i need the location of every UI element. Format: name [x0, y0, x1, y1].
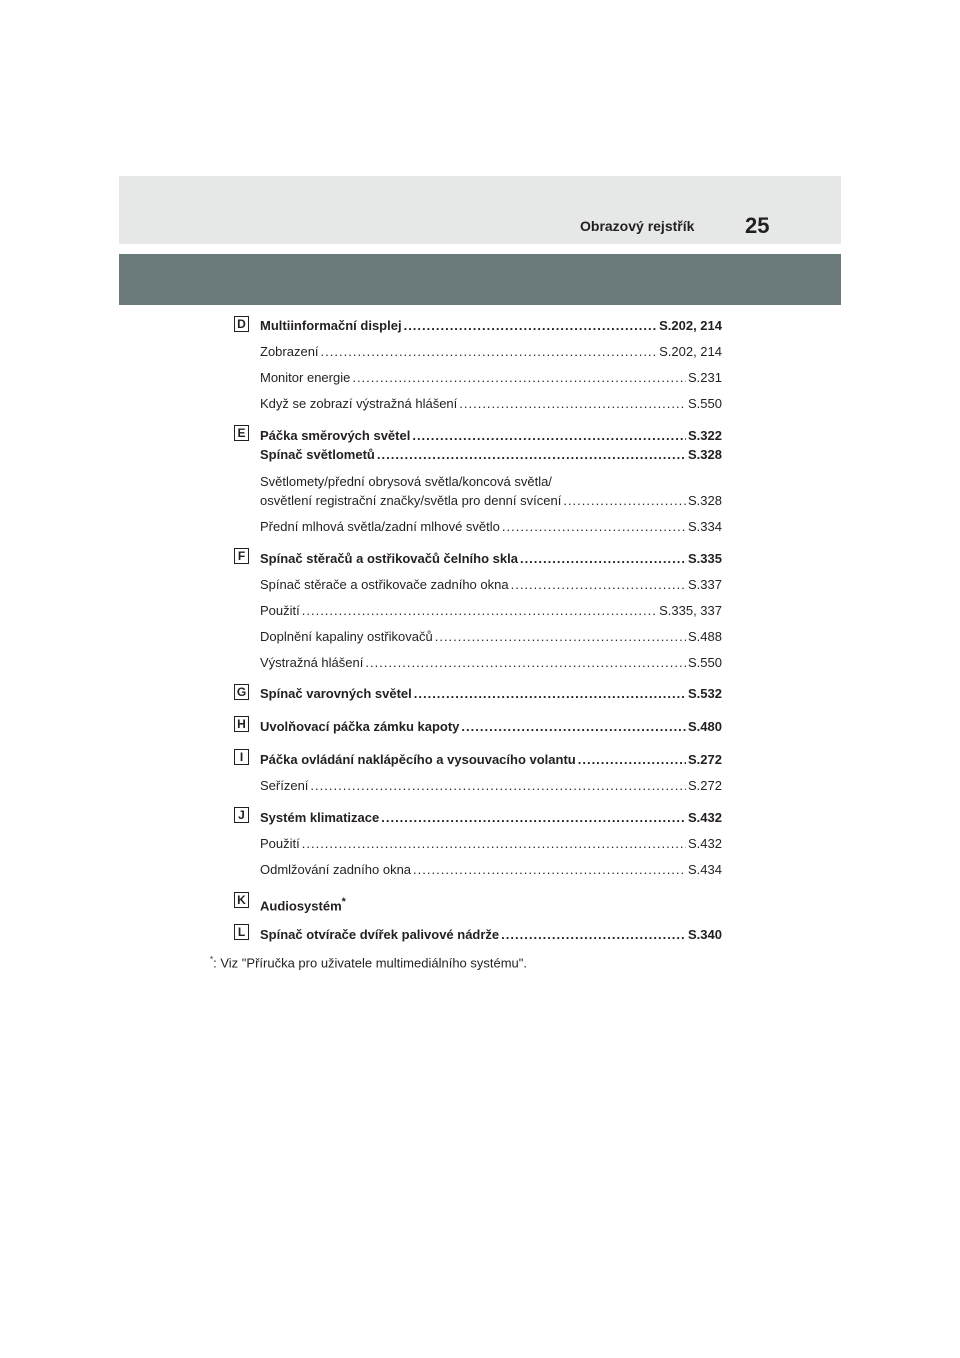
entry-label: Spínač varovných světel [260, 686, 412, 701]
entry-label: Monitor energie [260, 370, 351, 385]
index-letter-h: H [234, 716, 249, 732]
index-entry[interactable] [260, 752, 722, 768]
entry-label: Systém klimatizace [260, 810, 380, 825]
entry-label: osvětlení registrační značky/světla pro denní svícení [260, 493, 562, 508]
entry-page: S.328 [688, 493, 722, 508]
entry-label: Doplnění kapaliny ostřikovačů [260, 629, 433, 644]
index-entry[interactable] [260, 686, 722, 702]
index-entry[interactable] [260, 396, 722, 412]
entry-page: S.322 [688, 428, 722, 443]
entry-page: S.532 [688, 686, 722, 701]
entry-page: S.488 [688, 629, 722, 644]
entry-page: S.272 [688, 778, 722, 793]
entry-page: S.480 [688, 719, 722, 734]
index-entry[interactable] [260, 719, 722, 735]
entry-page: S.334 [688, 519, 722, 534]
entry-page: S.202, 214 [659, 318, 722, 333]
section-title: Obrazový rejstřík [580, 218, 695, 234]
index-entry[interactable] [260, 810, 722, 826]
footnote [210, 952, 527, 971]
entry-page: S.432 [688, 836, 722, 851]
footnote-text: : Viz "Příručka pro uživatele multimediálního systému". [213, 955, 528, 971]
index-entry[interactable] [260, 519, 722, 535]
index-entry[interactable] [260, 551, 722, 567]
entry-label: Použití [260, 603, 300, 618]
entry-label: Výstražná hlášení [260, 655, 364, 670]
entry-label: Páčka směrových světel [260, 428, 411, 443]
entry-label: Páčka ovládání naklápěcího a vysouvacího volantu [260, 752, 576, 767]
index-entry[interactable] [260, 577, 722, 593]
index-entry[interactable] [260, 493, 722, 509]
entry-page: S.272 [688, 752, 722, 767]
entry-label: Přední mlhová světla/zadní mlhové světlo [260, 519, 500, 534]
entry-page: S.335, 337 [659, 603, 722, 618]
index-entry[interactable] [260, 927, 722, 943]
index-letter-d: D [234, 316, 249, 332]
entry-label: Spínač stěračů a ostřikovačů čelního skla [260, 551, 518, 566]
entry-page: S.434 [688, 862, 722, 877]
entry-label: Když se zobrazí výstražná hlášení [260, 396, 458, 411]
index-entry[interactable] [260, 344, 722, 360]
index-letter-g: G [234, 684, 249, 700]
dark-band [119, 254, 841, 305]
index-entry[interactable] [260, 836, 722, 852]
entry-page: S.202, 214 [659, 344, 722, 359]
entry-page: S.328 [688, 447, 722, 462]
entry-label-line1: Světlomety/přední obrysová světla/koncová světla/ [260, 474, 552, 489]
index-letter-f: F [234, 548, 249, 564]
entry-label: Spínač otvírače dvířek palivové nádrže [260, 927, 500, 942]
footnote-marker: * [210, 955, 214, 964]
index-entry[interactable] [260, 447, 722, 463]
index-entry[interactable] [260, 894, 346, 914]
entry-page: S.432 [688, 810, 722, 825]
index-letter-e: E [234, 425, 249, 441]
entry-label: Zobrazení [260, 344, 319, 359]
entry-page: S.231 [688, 370, 722, 385]
index-entry[interactable] [260, 862, 722, 878]
entry-page: S.550 [688, 396, 722, 411]
entry-label: Multiinformační displej [260, 318, 402, 333]
index-letter-k: K [234, 892, 249, 908]
index-letter-j: J [234, 807, 249, 823]
index-entry[interactable] [260, 370, 722, 386]
index-letter-i: I [234, 749, 249, 765]
entry-page: S.340 [688, 927, 722, 942]
entry-page: S.550 [688, 655, 722, 670]
entry-label: Audiosystém [260, 898, 342, 914]
header-band [119, 176, 841, 244]
page-number: 25 [745, 213, 770, 238]
entry-label: Spínač světlometů [260, 447, 375, 462]
index-entry[interactable] [260, 655, 722, 671]
index-entry[interactable] [260, 603, 722, 619]
entry-label: Odmlžování zadního okna [260, 862, 412, 877]
index-letter-l: L [234, 924, 249, 940]
entry-label: Použití [260, 836, 300, 851]
entry-label: Uvolňovací páčka zámku kapoty [260, 719, 460, 734]
index-entry[interactable] [260, 318, 722, 334]
index-entry[interactable] [260, 629, 722, 645]
entry-page: S.335 [688, 551, 722, 566]
footnote-marker: * [341, 896, 346, 908]
entry-label: Spínač stěrače a ostřikovače zadního okna [260, 577, 509, 592]
entry-page: S.337 [688, 577, 722, 592]
entry-label: Seřízení [260, 778, 309, 793]
index-entry[interactable] [260, 428, 722, 444]
index-entry[interactable] [260, 778, 722, 794]
